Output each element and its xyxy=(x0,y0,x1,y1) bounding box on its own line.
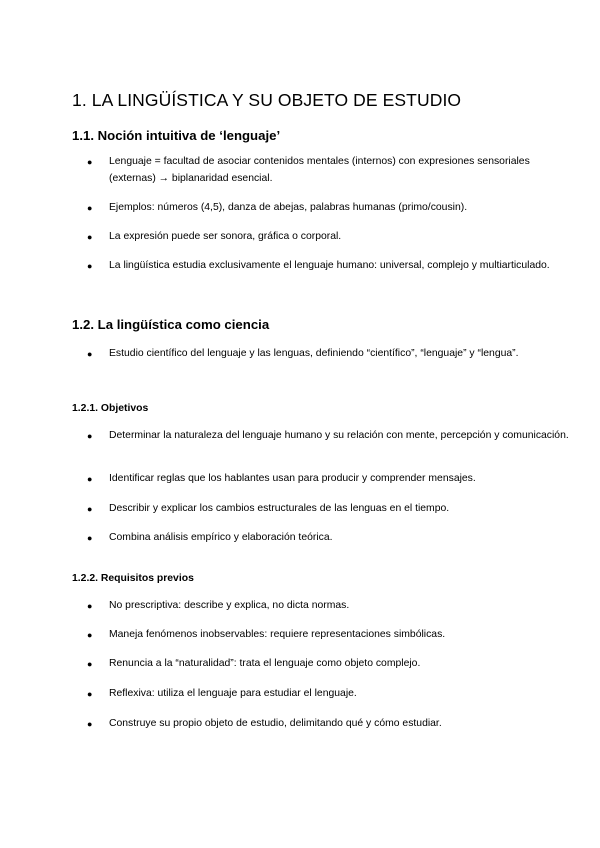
list-item-text: Reflexiva: utiliza el lenguaje para estudiar el lenguaje. xyxy=(109,688,357,699)
list-item xyxy=(72,656,569,673)
list-item xyxy=(72,471,569,488)
section-heading-1-2-1: 1.2.1. Objetivos xyxy=(72,403,149,414)
list-item-text: Combina análisis empírico y elaboración teórica. xyxy=(109,532,333,543)
page-title: 1. LA LINGÜÍSTICA Y SU OBJETO DE ESTUDIO xyxy=(72,90,462,110)
list-item-text: La lingüística estudia exclusivamente el lenguaje humano: universal, complejo y multiarticulado. xyxy=(109,260,550,271)
list-item xyxy=(72,716,569,733)
bullet-icon: ● xyxy=(87,659,93,669)
bullet-icon: ● xyxy=(87,719,93,729)
list-item-text: La expresión puede ser sonora, gráfica o corporal. xyxy=(109,231,342,242)
list-item xyxy=(72,501,569,518)
section-heading-1-2: 1.2. La lingüística como ciencia xyxy=(72,317,270,332)
list-item-text: Determinar la naturaleza del lenguaje humano y su relación con mente, percepción y comunicación. xyxy=(109,430,569,441)
list-item xyxy=(72,627,569,644)
bullet-icon: ● xyxy=(87,474,93,484)
list-item-text: No prescriptiva: describe y explica, no dicta normas. xyxy=(109,600,350,611)
list-item-text: Construye su propio objeto de estudio, delimitando qué y cómo estudiar. xyxy=(109,718,442,729)
list-item xyxy=(72,258,569,275)
list-item xyxy=(72,154,569,187)
bullet-icon: ● xyxy=(87,504,93,514)
bullet-icon: ● xyxy=(87,349,93,359)
list-item xyxy=(72,200,569,217)
list-item-text: Estudio científico del lenguaje y las lenguas, definiendo “científico”, “lenguaje” y “lengua”. xyxy=(109,348,519,359)
section-heading-1-2-2: 1.2.2. Requisitos previos xyxy=(72,573,194,584)
list-item xyxy=(72,686,569,703)
bullet-icon: ● xyxy=(87,431,93,441)
list-item-text: Maneja fenómenos inobservables: requiere representaciones simbólicas. xyxy=(109,629,446,640)
list-item-text: Identificar reglas que los hablantes usan para producir y comprender mensajes. xyxy=(109,473,476,484)
bullet-icon: ● xyxy=(87,232,93,242)
list-item xyxy=(72,346,569,363)
list-item xyxy=(72,229,569,246)
bullet-icon: ● xyxy=(87,689,93,699)
bullet-icon: ● xyxy=(87,261,93,271)
bullet-icon: ● xyxy=(87,203,93,213)
list-item xyxy=(72,428,569,445)
list-item xyxy=(72,598,569,615)
bullet-icon: ● xyxy=(87,533,93,543)
list-item xyxy=(72,530,569,547)
list-item-text: Describir y explicar los cambios estructurales de las lenguas en el tiempo. xyxy=(109,503,450,514)
list-item-text: Lenguaje = facultad de asociar contenidos mentales (internos) con expresiones sensoriales (externas) → biplanaridad esencial. xyxy=(109,156,530,184)
section-heading-1-1: 1.1. Noción intuitiva de ‘lenguaje’ xyxy=(72,128,281,143)
list-item-text: Renuncia a la “naturalidad”: trata el lenguaje como objeto complejo. xyxy=(109,658,421,669)
bullet-icon: ● xyxy=(87,157,93,167)
bullet-icon: ● xyxy=(87,601,93,611)
list-item-text: Ejemplos: números (4,5), danza de abejas, palabras humanas (primo/cousin). xyxy=(109,202,468,213)
bullet-icon: ● xyxy=(87,630,93,640)
